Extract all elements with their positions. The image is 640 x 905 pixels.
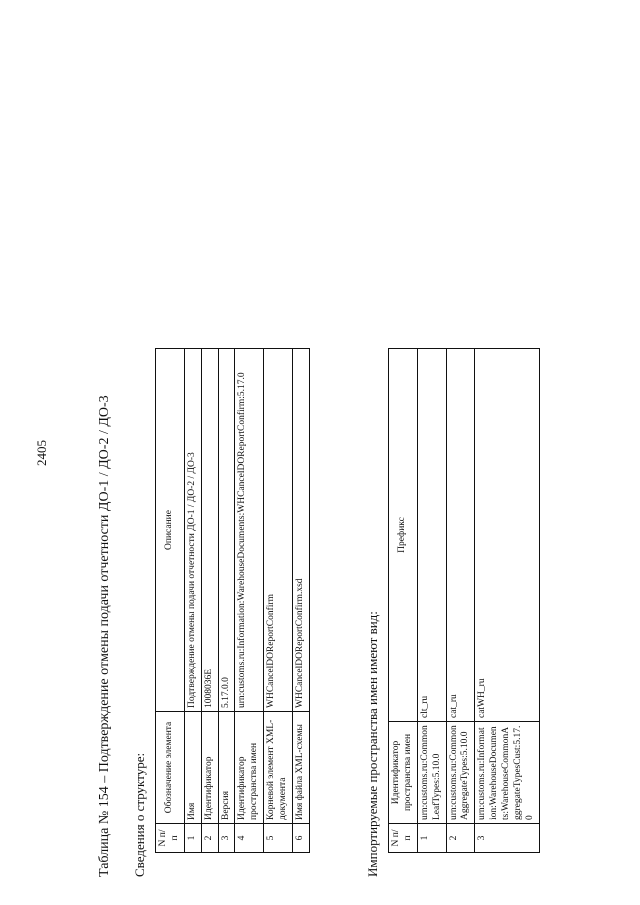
- column-header-prefix: Префикс: [389, 349, 418, 722]
- row-num: 4: [235, 824, 264, 853]
- row-element-name: Корневой элемент XML-документа: [264, 712, 293, 824]
- row-namespace: urn:customs.ru:CommonLeafTypes:5.10.0: [417, 722, 446, 824]
- table-header-row: [389, 349, 418, 853]
- row-num: 1: [417, 824, 446, 853]
- table-row: [184, 349, 201, 853]
- column-header-num: N п/п: [389, 824, 418, 853]
- column-header-num: N п/п: [156, 824, 185, 853]
- row-element-name: Версия: [218, 712, 235, 824]
- row-num: 3: [218, 824, 235, 853]
- row-element-name: Имя файла XML-схемы: [292, 712, 309, 824]
- table-row: [264, 349, 293, 853]
- row-num: 2: [201, 824, 218, 853]
- table-row: [235, 349, 264, 853]
- row-namespace: urn:customs.ru:CommonAggregateTypes:5.10.0: [446, 722, 475, 824]
- table-row: [417, 349, 446, 853]
- table-title: Таблица № 154 – Подтверждение отмены подачи отчетности ДО-1 / ДО-2 / ДО-3: [97, 395, 112, 877]
- table-row: [218, 349, 235, 853]
- row-description: Подтверждение отмены подачи отчетности ДО-1 / ДО-2 / ДО-3: [184, 349, 201, 712]
- table-row: [446, 349, 475, 853]
- table-row: [201, 349, 218, 853]
- column-header-description: Описание: [156, 349, 185, 712]
- structure-label: Сведения о структуре:: [132, 752, 147, 877]
- row-prefix: catWH_ru: [475, 349, 539, 722]
- row-num: 2: [446, 824, 475, 853]
- row-element-name: Имя: [184, 712, 201, 824]
- row-namespace: urn:customs.ru:Information:WarehouseDocuments:WarehouseCommonAggregateTypesCust:5.17.0: [475, 722, 539, 824]
- page-number: 2405: [34, 440, 49, 466]
- row-num: 1: [184, 824, 201, 853]
- row-num: 3: [475, 824, 539, 853]
- row-prefix: cat_ru: [446, 349, 475, 722]
- table-row: [475, 349, 539, 853]
- namespaces-label: Импортируемые пространства имен имеют вид:: [365, 611, 380, 877]
- table-header-row: [156, 349, 185, 853]
- row-description: 1008036E: [201, 349, 218, 712]
- row-description: 5.17.0.0: [218, 349, 235, 712]
- column-header-element: Обозначение элемента: [156, 712, 185, 824]
- namespaces-table: [388, 348, 540, 853]
- column-header-namespace: Идентификатор пространства имен: [389, 722, 418, 824]
- row-description: WHCancelDOReportConfirm.xsd: [292, 349, 309, 712]
- table-row: [292, 349, 309, 853]
- row-element-name: Идентификатор: [201, 712, 218, 824]
- row-description: urn:customs.ru:Information:WarehouseDocuments:WHCancelDOReportConfirm:5.17.0: [235, 349, 264, 712]
- row-description: WHCancelDOReportConfirm: [264, 349, 293, 712]
- structure-table: [155, 348, 310, 853]
- row-element-name: Идентификатор пространства имен: [235, 712, 264, 824]
- row-num: 6: [292, 824, 309, 853]
- row-num: 5: [264, 824, 293, 853]
- row-prefix: clt_ru: [417, 349, 446, 722]
